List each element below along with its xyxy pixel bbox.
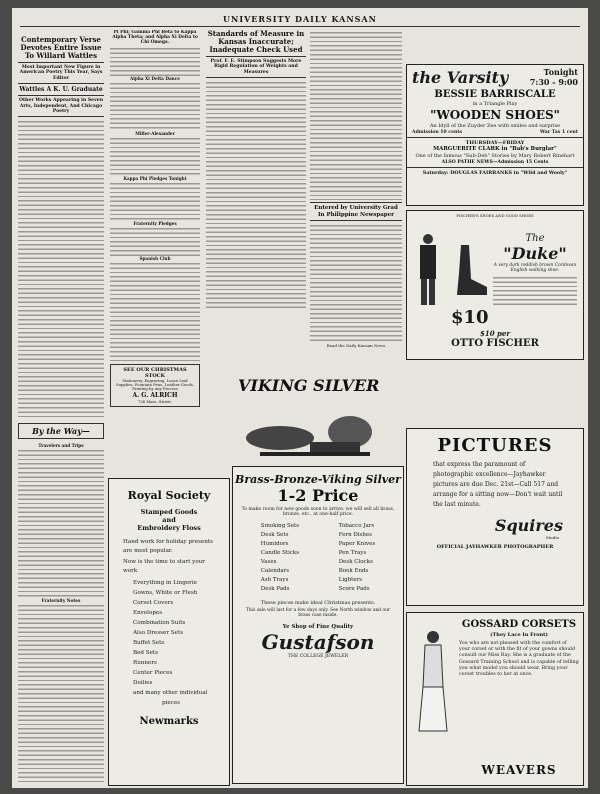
- varsity-star: BESSIE BARRISCALE: [434, 89, 556, 100]
- fischer-price: $10: [451, 307, 489, 328]
- by-the-way-heading: By the Way—: [32, 426, 90, 437]
- royal-items: [109, 576, 229, 708]
- gustafson-sub: THE COLLEGE JEWELER: [287, 654, 349, 660]
- headline-wattles: Contemporary Verse Devotes Entire Issue To Willard Wattles: [20, 35, 102, 60]
- viking-item: Smoking Sets: [260, 522, 300, 529]
- royal-item: Doilies: [133, 680, 153, 686]
- fischer-body: [493, 275, 577, 305]
- fraternity-body: [18, 603, 104, 782]
- viking-logo-area: [232, 372, 404, 466]
- gossard-title: GOSSARD CORSETS: [461, 619, 577, 630]
- fischer-duke: "Duke": [503, 244, 567, 263]
- subhead-works: Other Works Appearing in Seven Arts, Independent, And Chicago Poetry: [18, 98, 104, 115]
- royal-item: Center Pieces: [133, 670, 173, 676]
- royal-stamped: Stamped Goods: [140, 508, 198, 516]
- miller-heading: Miller-Alexander: [135, 130, 175, 136]
- byway-body: [18, 448, 104, 598]
- viking-item: Calendars: [260, 567, 290, 574]
- royal-society-ad: [108, 478, 230, 786]
- viking-item: Desk Clocks: [338, 558, 373, 565]
- royal-item: Combination Suits: [133, 620, 186, 626]
- varsity-clark: MARGUERITE CLARK in "Bab's Burglar": [433, 146, 557, 152]
- column-2: [110, 30, 200, 470]
- standards-headline: Standards of Measure in Kansas Inaccurate; Inadequate Check Used: [207, 30, 305, 54]
- viking-half-price: 1-2 Price: [277, 486, 359, 505]
- christmas-stock-desc: Stationery, Engraving, Loose Leaf Supplies, Fountain Pens, Leather Goods. Printing by any Process: [115, 377, 195, 392]
- pictures-official: OFFICIAL JAYHAWKER PHOTOGRAPHER: [436, 544, 554, 550]
- woman-illustration: [413, 627, 453, 737]
- pledge-headline: Pi Phi; Gamma Phi Beta to Kappa Alpha Theta; and Alpha Xi Delta to Chi Omega.: [112, 30, 198, 46]
- pictures-ad: [406, 428, 584, 606]
- squires-studio: Studio: [545, 535, 559, 540]
- squires-logo: Squires: [494, 516, 563, 535]
- royal-title: Royal Society: [127, 489, 211, 502]
- masthead-title: UNIVERSITY DAILY KANSAN: [223, 14, 377, 24]
- fraternity-pledges-heading: Fraternity Pledges: [133, 220, 177, 226]
- col4-top-body: [310, 30, 402, 200]
- miller-body: [110, 136, 200, 176]
- viking-silver-ad: [232, 372, 404, 784]
- varsity-thursday: THURSDAY—FRIDAY: [465, 140, 525, 146]
- newmarks-name: Newmarks: [139, 716, 199, 727]
- viking-shop: Ye Shop of Fine Quality: [282, 624, 354, 631]
- fraternity-heading: Fraternity Notes: [41, 598, 81, 604]
- column-3: [206, 30, 306, 390]
- standards-body: [206, 80, 306, 310]
- christmas-stock: SEE OUR CHRISTMAS STOCK: [123, 366, 187, 379]
- fraternity-pledges-body: [110, 226, 200, 256]
- fischer-ad: [406, 210, 584, 360]
- headline-graduate: Wattles A K. U. Graduate: [19, 86, 103, 94]
- royal-item: Runners: [133, 660, 157, 666]
- viking-logo: VIKING SILVER: [238, 376, 380, 395]
- viking-item: Book Ends: [338, 567, 369, 574]
- shoe-illustration: [451, 243, 491, 299]
- alpha-xi-heading: Alpha Xi Delta Dance: [130, 75, 180, 81]
- viking-headline: Brass-Bronze-Viking Silver: [235, 473, 401, 486]
- royal-embroidery: Embroidery Floss: [137, 524, 201, 532]
- viking-item: Humidors: [260, 540, 289, 547]
- viking-items-left: [261, 522, 299, 594]
- varsity-title: "WOODEN SHOES": [430, 108, 560, 122]
- gossard-body: You who are not pleased with the comfort of your corset or with the fit of your gowns should consult our Miss Ray. She is a graduate of the Gossard Training School and is capable of telling you what model you should wear. Bring your corset troubles to her at once.: [459, 641, 579, 678]
- fischer-the: The: [525, 233, 545, 244]
- varsity-also: ALSO PATHE NEWS—Admission 15 Cents: [441, 160, 549, 165]
- viking-footer: These pieces make ideal Christmas presents.: [260, 599, 376, 606]
- royal-item: Gowns, White or Flesh: [133, 590, 198, 596]
- man-illustration: [411, 231, 445, 311]
- standards-subhead: Prof. F. E. Stimpson Suggests More Rigid Regulation of Weights and Measures: [210, 59, 302, 75]
- philippine-headline: Entered by University Grad In Philippine Newspaper: [314, 205, 398, 218]
- article-body: [18, 119, 104, 419]
- varsity-times: 7:30 - 9:00: [529, 77, 578, 87]
- gustafson-logo: Gustafson: [261, 630, 375, 655]
- royal-item: Everything in Lingerie: [133, 580, 197, 586]
- viking-item: Vases: [260, 558, 277, 565]
- kappa-phi-body: [110, 181, 200, 221]
- viking-item: Paper Knives: [338, 540, 376, 547]
- column-1: [18, 30, 104, 782]
- silverware-illustration: [240, 402, 396, 462]
- philippine-body: [310, 223, 402, 343]
- read-kansan: Read the Daily Kansan News: [326, 343, 386, 348]
- royal-item: Corset Covers: [133, 600, 174, 606]
- alrich-ad: [110, 364, 200, 407]
- royal-body1: Hand work for holiday presents are most popular.: [123, 539, 213, 554]
- royal-item: pieces: [162, 700, 180, 706]
- alpha-xi-body: [110, 81, 200, 131]
- royal-body2: Now is the time to start your work: [123, 559, 205, 574]
- viking-items-right: [339, 522, 375, 594]
- by-the-way-box: [18, 423, 104, 439]
- fischer-price-2: $10 per: [479, 329, 511, 338]
- subhead-wattles: Most Important New Figure in American Poetry This Year, Says Editor: [19, 65, 103, 81]
- pictures-title: PICTURES: [437, 435, 553, 456]
- royal-item: Buffet Sets: [133, 640, 165, 646]
- weavers-name: WEAVERS: [481, 763, 557, 777]
- viking-item: Tobacco Jars: [338, 522, 375, 529]
- fischer-name: OTTO FISCHER: [451, 338, 539, 349]
- viking-intro: To make room for new goods soon to arrive, we will sell all brass, bronze, etc., at one-half price.: [241, 507, 395, 518]
- viking-item: Score Pads: [338, 585, 370, 592]
- alrich-name: A. G. ALRICH: [132, 391, 178, 399]
- varsity-wartax: War Tax 1 cent: [539, 130, 578, 135]
- viking-item: Candle Sticks: [260, 549, 300, 556]
- royal-item: Envelopes: [133, 610, 163, 616]
- royal-and: and: [162, 516, 176, 524]
- spanish-club-body: [110, 261, 200, 361]
- viking-item: Fern Dishes: [338, 531, 373, 538]
- varsity-logo: the Varsity: [412, 67, 509, 87]
- viking-item: Desk Pads: [260, 585, 290, 592]
- viking-sale: This sale will last for a few days only. See North window and our brass case inside.: [245, 607, 391, 619]
- varsity-admission: Admission 10 cents: [412, 130, 463, 135]
- fischer-top: FISCHER'S SHOES AND GOOD SHOES: [456, 213, 534, 218]
- viking-item: Lighters: [338, 576, 363, 583]
- fischer-desc: A very dark reddish brown Cordovan English walking shoe.: [493, 263, 577, 274]
- travelers-heading: Travelers and Trips: [38, 443, 84, 449]
- alrich-address: 736 Mass. Street.: [137, 398, 173, 404]
- kappa-phi-heading: Kappa Phi Pledges Tonight: [123, 175, 187, 181]
- masthead: [20, 12, 580, 27]
- royal-item: and many other individual: [133, 690, 208, 696]
- column-4: [310, 30, 402, 390]
- pictures-body: that express the paramount of photographic excellence—Jayhawker pictures are due Dec. 21st—Call 517 and arrange for a sitting now—Don't wait until the last minute.: [433, 461, 563, 508]
- gossard-sub: (They Lace In Front): [490, 632, 548, 638]
- gossard-ad: [406, 612, 584, 786]
- newspaper-page: [12, 8, 588, 788]
- pledge-body: [110, 46, 200, 76]
- varsity-desc: An Idyll of the Zuyder Zee with smiles and surprise: [429, 123, 561, 129]
- viking-item: Pen Trays: [338, 549, 367, 556]
- varsity-ad: [406, 64, 584, 206]
- viking-item: Desk Sets: [260, 531, 289, 538]
- varsity-saturday: Saturday: DOUGLAS FAIRBANKS in "Wild and Wooly": [422, 170, 568, 176]
- spanish-club-heading: Spanish Club: [139, 255, 171, 261]
- royal-item: Also Dresser Sets: [133, 630, 184, 636]
- varsity-sub-debs: One of the famous "Sub-Deb" Stories by Mary Robert Rinehart: [415, 153, 575, 159]
- varsity-tonight: Tonight: [543, 67, 578, 77]
- viking-item: Ash Trays: [260, 576, 289, 583]
- varsity-in: in a Triangle Play: [472, 101, 518, 107]
- royal-item: Bed Sets: [133, 650, 159, 656]
